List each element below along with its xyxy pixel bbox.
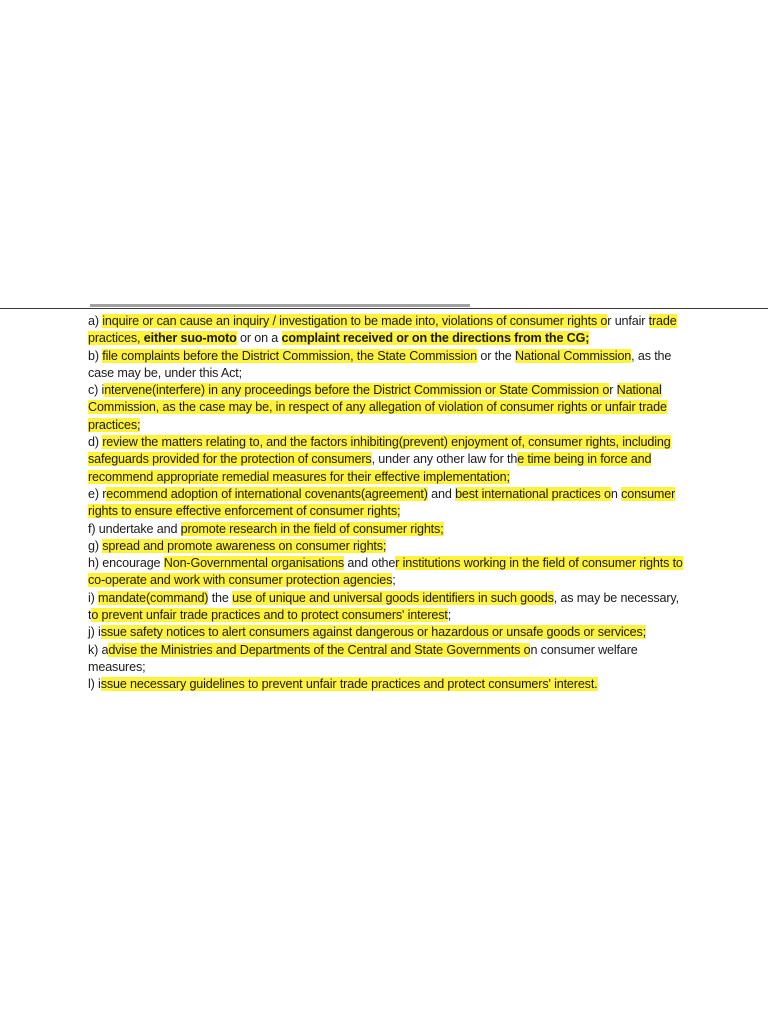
highlighted-text: file complaints before the District Commission, the State Commission	[102, 348, 477, 363]
list-item-d	[88, 434, 688, 486]
bold-text: complaint received or on the directions from the CG;	[281, 331, 590, 346]
text-segment: l) i	[88, 677, 101, 692]
text-segment: or on a	[236, 331, 282, 346]
highlighted-text: best international practices o	[455, 486, 611, 501]
highlighted-text: review the matters relating to, and the factors inhibiting(prevent) enjoyment of, consumer rights, including safeguards provided for the protection of consumers	[88, 435, 671, 467]
text-segment: f) undertake and	[88, 521, 181, 536]
highlighted-text: r institutions working in the field of consumer rights to co-operate and work with consumer protection agencies	[88, 556, 683, 588]
highlighted-text: National Commission, as the case may be, in respect of any allegation of violation of consumer rights or unfair trade practices;	[88, 383, 667, 432]
highlighted-text	[282, 331, 590, 345]
list-item-l	[88, 676, 688, 693]
text-segment: r	[609, 383, 617, 398]
highlighted-text: e time being in force and recommend appropriate remedial measures for their effective implementation;	[88, 452, 652, 484]
highlighted-text: spread and promote awareness on consumer rights;	[102, 538, 387, 553]
text-segment: ;	[447, 608, 452, 623]
text-segment: and	[427, 486, 456, 501]
text-segment: and othe	[344, 556, 396, 571]
bold-text: either suo-moto	[143, 331, 237, 346]
text-segment: j) i	[88, 625, 101, 640]
text-segment: h) encourage	[88, 556, 164, 571]
text-segment: g)	[88, 538, 103, 553]
text-segment: n consumer welfare measures;	[88, 642, 638, 674]
text-segment: k) a	[88, 642, 109, 657]
text-segment: , under any other law for th	[371, 452, 518, 467]
highlighted-text: ssue necessary guidelines to prevent unfair trade practices and protect consumers' interes	[100, 677, 591, 692]
text-segment: b)	[88, 348, 103, 363]
highlighted-text: mandate(command)	[98, 590, 209, 605]
highlighted-text: consumer rights to ensure effective enforcement of consumer rights;	[88, 486, 676, 519]
highlighted-text: promote research in the field of consumer rights;	[180, 521, 444, 536]
text-segment: n	[610, 486, 622, 501]
list-item-k	[88, 642, 688, 677]
highlighted-text: o prevent unfair trade practices and to protect consumers' interest	[91, 608, 448, 623]
list-item-c	[88, 382, 688, 434]
text-segment: a)	[88, 314, 103, 328]
text-segment: , as may be necessary, t	[88, 590, 679, 623]
highlighted-text: ssue safety notices to alert consumers against dangerous or hazardous or unsafe goods or services;	[100, 625, 647, 640]
list-item-i	[88, 590, 688, 625]
text-segment: i)	[88, 590, 99, 605]
list-item-f	[88, 521, 688, 538]
list-item-j	[88, 624, 688, 641]
highlighted-text: ntervene(interfere) in any proceedings before the District Commission or State Commission o	[104, 383, 610, 398]
text-segment: , as the case may be, under this Act;	[88, 348, 672, 380]
list-item-a	[88, 313, 688, 348]
highlighted-text: trade practices,	[88, 314, 677, 346]
text-segment: c) i	[88, 383, 105, 398]
text-segment: r unfair	[607, 314, 649, 328]
clipped-previous-line	[90, 300, 470, 308]
highlighted-text	[144, 331, 237, 345]
text-segment: ;	[392, 573, 396, 588]
list-item-e	[88, 486, 688, 521]
highlighted-text: dvise the Ministries and Departments of the Central and State Governments o	[108, 642, 531, 657]
list-item-h	[88, 555, 688, 590]
highlighted-text: use of unique and universal goods identifiers in such goods	[232, 590, 554, 605]
text-segment: or the	[477, 348, 516, 363]
text-segment: e) r	[88, 486, 107, 501]
highlighted-text: Non-Governmental organisations	[163, 556, 345, 571]
text-segment: the	[208, 590, 233, 605]
text-segment: d)	[88, 435, 103, 450]
highlighted-text: ecommend adoption of international covenants(agreement)	[106, 486, 428, 501]
top-divider	[0, 308, 768, 309]
highlighted-text: inquire or can cause an inquiry / investigation to be made into, violations of consumer rights o	[102, 314, 608, 328]
list-item-g	[88, 538, 688, 555]
list-item-b	[88, 348, 688, 383]
highlighted-text: National Commission	[515, 348, 632, 363]
document-body	[88, 313, 688, 694]
highlighted-text: t.	[590, 677, 598, 692]
